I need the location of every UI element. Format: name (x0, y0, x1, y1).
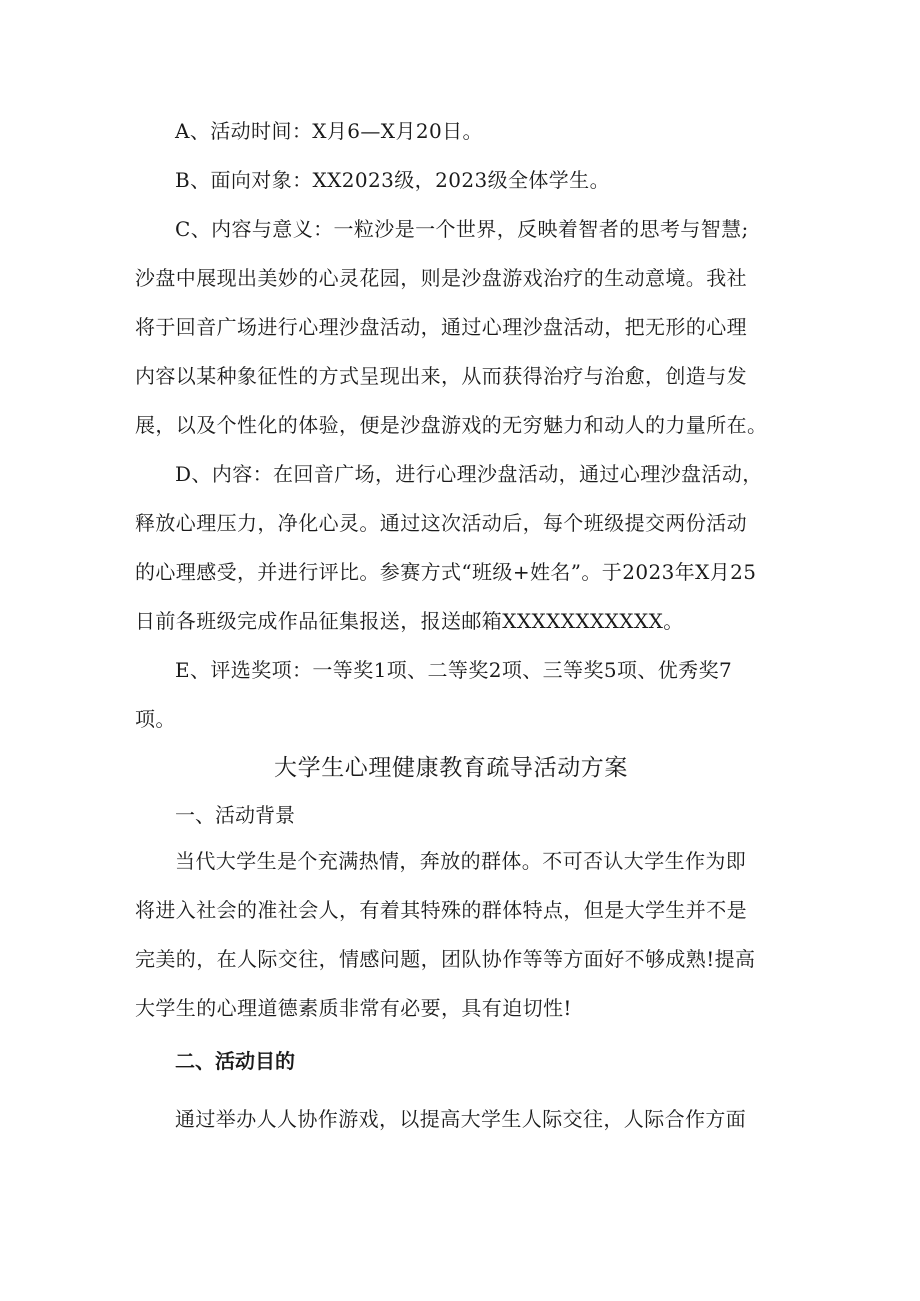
background-line-1: 当代大学生是个充满热情，奔放的群体。不可否认大学生作为即 (175, 849, 747, 873)
item-e-line-2: 项。 (135, 707, 176, 731)
background-line-3: 完美的，在人际交往，情感问题，团队协作等等方面好不够成熟!提高 (135, 947, 756, 971)
purpose-line-1: 通过举办人人协作游戏，以提高大学生人际交往，人际合作方面 (175, 1107, 747, 1131)
item-d-line-4: 日前各班级完成作品征集报送，报送邮箱XXXXXXXXXXX。 (135, 609, 684, 633)
background-line-4: 大学生的心理道德素质非常有必要，具有迫切性! (135, 996, 572, 1020)
item-b-line-1: B、面向对象：XX2023级，2023级全体学生。 (175, 168, 610, 192)
document-title: 大学生心理健康教育疏导活动方案 (274, 755, 628, 781)
item-c-line-3: 将于回音广场进行心理沙盘活动，通过心理沙盘活动，把无形的心理 (135, 315, 747, 339)
section-heading-purpose: 二、活动目的 (175, 1049, 295, 1073)
item-c-line-1: C、内容与意义：一粒沙是一个世界，反映着智者的思考与智慧; (175, 217, 749, 241)
item-a-line-1: A、活动时间：X月6—X月20日。 (175, 119, 483, 143)
item-e-line-1: E、评选奖项：一等奖1项、二等奖2项、三等奖5项、优秀奖7 (175, 658, 733, 682)
item-d-line-1: D、内容：在回音广场，进行心理沙盘活动，通过心理沙盘活动， (175, 462, 763, 486)
item-c-line-2: 沙盘中展现出美妙的心灵花园，则是沙盘游戏治疗的生动意境。我社 (135, 266, 747, 290)
background-line-2: 将进入社会的准社会人，有着其特殊的群体特点，但是大学生并不是 (135, 898, 747, 922)
section-heading-background: 一、活动背景 (175, 803, 295, 827)
item-c-line-5: 展，以及个性化的体验，便是沙盘游戏的无穷魅力和动人的力量所在。 (135, 413, 768, 437)
item-d-line-2: 释放心理压力，净化心灵。通过这次活动后，每个班级提交两份活动 (135, 511, 747, 535)
item-c-line-4: 内容以某种象征性的方式呈现出来，从而获得治疗与治愈，创造与发 (135, 364, 747, 388)
item-d-line-3: 的心理感受，并进行评比。参赛方式“班级+姓名”。于2023年X月25 (135, 560, 757, 584)
